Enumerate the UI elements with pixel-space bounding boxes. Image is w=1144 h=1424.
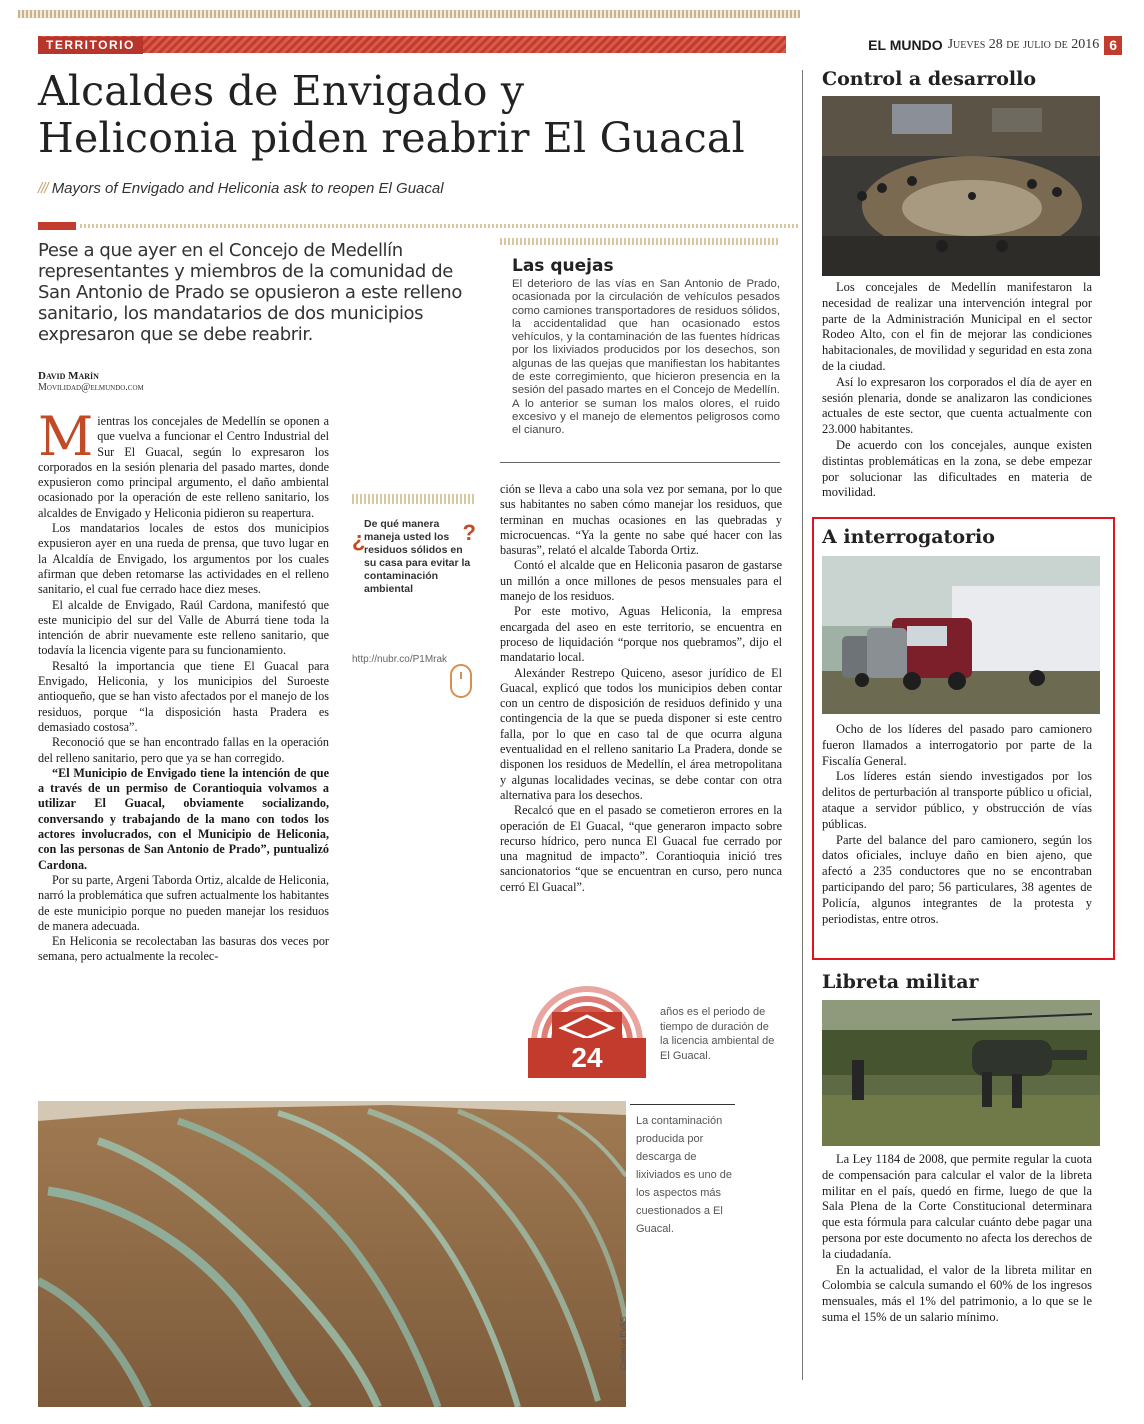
paragraph: De acuerdo con los concejales, aunque existen distintas problemáticas en la zona, se debe empezar por solucionar las dificultades en materia de movilidad.: [822, 437, 1092, 500]
section-tag: [38, 36, 786, 53]
interrogatorio-body: [822, 722, 1092, 927]
caption-rule: [630, 1104, 735, 1105]
paragraph: Los mandatarios locales de estos dos municipios expusieron ayer en una rueda de prensa, que tuvo lugar en la Alcaldía de Envigado, los argumentos por los cuales afirman que deben retomarse las actividades en el relleno sanitario, el cual fue cerrado hace diez meses.: [38, 521, 329, 597]
top-decorative-bar: [18, 10, 800, 18]
headline-line-1: Alcaldes de Envigado y: [38, 67, 525, 115]
english-title: Mayors of Envigado and Heliconia ask to reopen El Guacal: [51, 180, 444, 197]
photo-credit: Cortesía EVAS: [619, 1316, 628, 1370]
poll-question: De qué manera maneja usted los residuos sólidos en su casa para evitar la contaminación ambiental: [364, 518, 471, 595]
article-column-2: [500, 482, 782, 895]
author-name: David Marín: [38, 370, 99, 382]
helicopter-image-icon: [822, 1000, 1100, 1146]
poll-url-link[interactable]: http://nubr.co/P1Mrak: [352, 654, 448, 665]
landfill-photo: [38, 1101, 626, 1407]
paragraph: Así lo expresaron los corporados el día de ayer en sesión plenaria, donde se analizaron las condiciones actuales de este sector, que cuenta actualmente con 23.000 habitantes.: [822, 374, 1092, 437]
interrogatorio-title: A interrogatorio: [822, 526, 995, 548]
article-headline: [38, 68, 798, 162]
photo-caption: La contaminación producida por descarga de lixiviados es uno de los aspectos más cuestionados a El Guacal.: [636, 1115, 733, 1235]
paragraph: La Ley 1184 de 2008, que permite regular la cuota de compensación para calcular el valor de la libreta militar en el país, quedó en firme, luego de que la Sala Plena de la Corte Constitucional determinara que esta fórmula para calcular cuánto debe pagar una persona por este documento no afecta los derechos de la ciudadanía.: [822, 1152, 1092, 1261]
section-label: TERRITORIO: [38, 37, 143, 54]
paragraph: Resaltó la importancia que tiene El Guacal para Envigado, Heliconia, y los municipios del Suroeste antioqueño, que se han visto afectados por el manejo de los residuos, porque “la disposición hasta Pradera es demasiado costosa”.: [38, 658, 329, 734]
council-session-photo: [822, 96, 1100, 276]
paragraph: Los líderes están siendo investigados por los delitos de perturbación al transporte público u oficial, ataque a servidor público, y obstrucción de vías públicas.: [822, 769, 1092, 831]
trucks-image-icon: [822, 556, 1100, 714]
paragraph: ción se lleva a cabo una sola vez por semana, por lo que sus habitantes no saben cómo manejar los residuos, que terminan en muchas ocasiones en las quebradas y microcuencas. “Ya la gente no sabe qué hacer con las basuras”, relató el alcalde Taborda Ortiz.: [500, 482, 782, 558]
paragraph: En la actualidad, el valor de la libreta militar en Colombia se calcula sumando el 60% de los ingresos mensuales, más el 1% del patrimonio, a lo que se le suma el 15% de un salario mínimo.: [822, 1262, 1092, 1324]
paragraph: El alcalde de Envigado, Raúl Cardona, manifestó que este municipio del sur del Valle de Aburrá tiene toda la intención de abrir nuevamente este relleno sanitario, que todavía la licencia vigente para su funcionamiento.: [38, 597, 329, 658]
question-mark-close: ?: [462, 520, 476, 545]
paragraph: En Heliconia se recolectaban las basuras dos veces por semana, pero actualmente la recolec-: [38, 934, 329, 964]
mouse-icon: [450, 664, 472, 698]
stat-number: 24: [528, 1038, 646, 1078]
stat-description: años es el periodo de tiempo de duración de la licencia ambiental de El Guacal.: [660, 1006, 775, 1062]
paragraph: Por este motivo, Aguas Heliconia, la empresa encargada del aseo en este territorio, se encuentra en proceso de liquidación “porque nos quebramos”, dijo el mandatario local.: [500, 604, 782, 665]
quejas-paragraph: A lo anterior se suman los malos olores, el ruido excesivo y el manejo de elementos peligrosos como el cianuro.: [512, 397, 780, 437]
trucks-photo: [822, 556, 1100, 714]
paragraph: Los concejales de Medellín manifestaron la necesidad de realizar una intervención integral por parte de la Administración Municipal en el sector Rodeo Alto, con el fin de mejorar las condiciones habitacionales, de movilidad y seguridad en esta zona de la ciudad.: [822, 280, 1092, 373]
article-lead: Pese a que ayer en el Concejo de Medellín representantes y miembros de la comunidad de San Antonio de Prado se opusieron a este relleno sanitario, los mandatarios de dos municipios expresaron que se debe reabrir.: [38, 240, 462, 345]
stat-graphic: [528, 952, 646, 1078]
quejas-paragraph: El deterioro de las vías en San Antonio de Prado, ocasionada por la circulación de vehículos pesados como camiones transportadores de residuos sólidos, la accidentalidad que han ocasionado estos vehículos, y la contaminación de las fuentes hídricas por los lixiviados producidos por los desechos, son algunas de las quejas que manifiestan los habitantes de este corregimiento, que hicieron presencia en la sesión del pasado martes en el Concejo de Medellín.: [512, 278, 780, 397]
paragraph: Contó el alcalde que en Heliconia pasaron de gastarse un millón a once millones de pesos mensuales para el manejo de los residuos.: [500, 558, 782, 604]
military-photo: [822, 1000, 1100, 1146]
quote-paragraph: “El Municipio de Envigado tiene la intención de que a través de un permiso de Corantioquia volvamos a utilizar El Guacal, obviamente socializando, conversando y trabajando de la mano con todos los actores involucrados, con el Municipio de Heliconia, con las personas de San Antonio de Prado”, puntualizó Cardona.: [38, 765, 329, 872]
red-accent-mark: [38, 222, 76, 230]
libreta-body: [822, 1152, 1092, 1326]
author-email: Movilidad@elmundo.com: [38, 382, 144, 393]
byline: [38, 370, 144, 393]
newspaper-name: EL MUNDO: [868, 37, 943, 53]
column-separator: [802, 70, 803, 1380]
quejas-bottom-rule: [500, 462, 780, 463]
paragraph: Ocho de los líderes del pasado paro camionero fueron llamados a interrogatorio por parte de la Fiscalía General.: [822, 722, 1092, 768]
council-image-icon: [822, 96, 1100, 276]
headline-line-2: Heliconia piden reabrir El Guacal: [38, 114, 745, 162]
paragraph: Por su parte, Argeni Taborda Ortiz, alcalde de Heliconia, narró la problemática que sufren actualmente los habitantes de este municipio porque no pueden manejar los residuos de manera adecuada.: [38, 872, 329, 933]
page-number: 6: [1104, 36, 1122, 55]
dotted-rule: [80, 224, 800, 228]
english-subtitle: [38, 180, 444, 197]
landfill-image-icon: [38, 1101, 626, 1407]
paragraph: Reconoció que se han encontrado fallas en la operación del relleno sanitario, pero que ya se han corregido.: [38, 735, 329, 765]
libreta-title: Libreta militar: [822, 971, 979, 993]
poll-box: [352, 494, 476, 665]
drop-cap: M: [38, 405, 94, 468]
control-title: Control a desarrollo: [822, 68, 1037, 90]
paragraph: ientras los concejales de Medellín se oponen a que vuelva a funcionar el Centro Industrial del Sur El Guacal, según lo expresaron los corporados en la sesión plenaria del pasado martes, donde expusieron como principal argumento, el daño ambiental ocasionado por la operación de este relleno sanitario, los alcaldes de Envigado y Heliconia pidieron su reapertura.: [38, 414, 329, 520]
paragraph: Alexánder Restrepo Quiceno, asesor jurídico de El Guacal, explicó que todos los municipios deben contar con un centro de disposición de residuos definido y una contingencia de la que se pueda disponer si este centro falla, por lo que en caso tal de que ocurra alguna eventualidad en el relleno sanitario La Pradera, donde se disponen los residuos de Medellín, el área metropolitana y algunas localidades vecinas, se debe contar con otra alternativa para los desechos.: [500, 665, 782, 802]
poll-dotted-bar: [352, 494, 476, 504]
quejas-title: Las quejas: [512, 256, 614, 276]
poll-question-block: [352, 518, 476, 596]
masthead: [832, 35, 1122, 55]
paragraph: Parte del balance del paro camionero, según los datos oficiales, incluye daño en bien ajeno, que afectó a 235 conductores que no se encontraban participando del paro; 56 particulares, 38 agentes de Policía, algunos integrantes de la protesta y periodistas, entre otros.: [822, 832, 1092, 926]
quejas-dotted-rule: [500, 238, 780, 245]
quejas-body: [512, 278, 780, 438]
issue-date: Jueves 28 de julio de 2016: [947, 37, 1100, 52]
subtitle-slashes: ///: [38, 180, 48, 197]
question-mark-open: ¿: [352, 527, 366, 552]
paragraph: Recalcó que en el pasado se cometieron errores en la operación de El Guacal, “que generaron impacto sobre recurso hídrico, pero nunca El Guacal fue cerrado por una magnitud de impacto”. Corantioquia inició tres sancionatorios “que se encuentran en curso, pero nunca cerró El Guacal”.: [500, 803, 782, 894]
control-body: [822, 280, 1092, 501]
article-column-1: [38, 405, 329, 965]
